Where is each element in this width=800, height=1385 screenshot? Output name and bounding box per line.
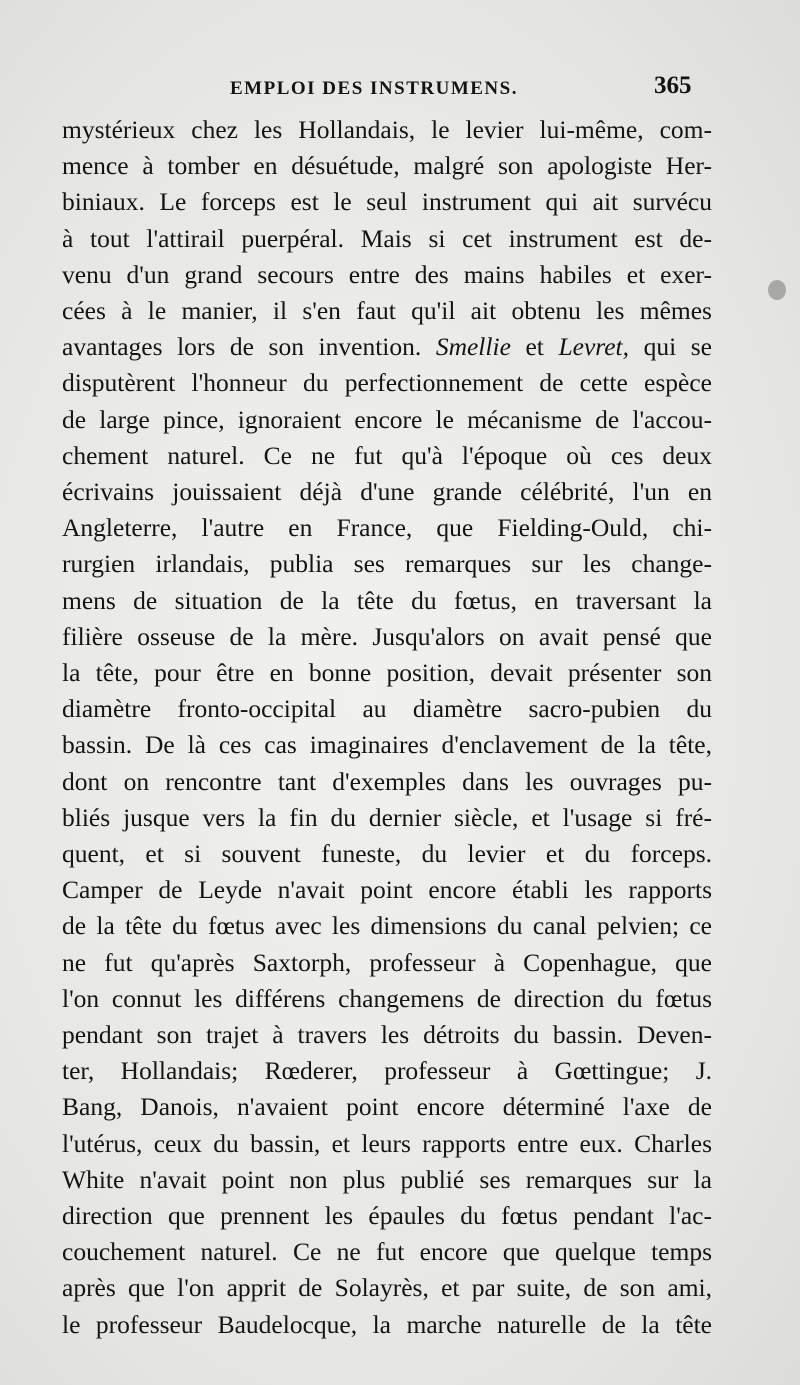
page-number: 365	[654, 72, 692, 99]
text-line: de la tête du fœtus avec les dimensions du canal pelvien; ce	[62, 911, 712, 941]
text-line	[62, 329, 712, 365]
text-run: et	[510, 332, 559, 362]
text-line: le professeur Baudelocque, la marche naturelle de la tête	[62, 1309, 712, 1339]
text-line: pendant son trajet à travers les détroits du bassin. Deven-	[62, 1020, 712, 1049]
text-line: disputèrent l'honneur du perfectionnement de cette espèce	[62, 368, 712, 398]
text-line: mystérieux chez les Hollandais, le levier lui-même, com-	[62, 115, 712, 144]
text-line: filière osseuse de la mère. Jusqu'alors on avait pensé que	[62, 621, 712, 651]
text-line: à tout l'attirail puerpéral. Mais si cet instrument est de-	[62, 223, 712, 253]
text-line: quent, et si souvent funeste, du levier et du forceps.	[62, 839, 712, 868]
text-line: cées à le manier, il s'en faut qu'il ait obtenu les mêmes	[62, 296, 712, 325]
text-line: rurgien irlandais, publia ses remarques sur les change-	[62, 549, 712, 579]
text-line: ne fut qu'après Saxtorph, professeur à Copenhague, que	[62, 947, 712, 977]
text-run: avantages lors de son invention.	[62, 332, 436, 362]
running-title: EMPLOI DES INSTRUMENS.	[230, 78, 518, 99]
text-line: mens de situation de la tête du fœtus, en traversant la	[62, 585, 712, 615]
text-line: bliés jusque vers la fin du dernier siècle, et l'usage si fré-	[62, 802, 712, 832]
ink-spot	[768, 280, 786, 300]
text-line: biniaux. Le forceps est le seul instrument qui ait survécu	[62, 187, 712, 217]
text-line: l'utérus, ceux du bassin, et leurs rapports entre eux. Charles	[62, 1128, 712, 1158]
page-header	[0, 72, 800, 106]
text-line: mence à tomber en désuétude, malgré son apologiste Her-	[62, 151, 712, 181]
text-line: ter, Hollandais; Rœderer, professeur à Gœttingue; J.	[62, 1056, 712, 1086]
text-line: l'on connut les différens changemens de direction du fœtus	[62, 983, 712, 1013]
italic-name: Levret,	[558, 332, 630, 362]
text-line: chement naturel. Ce ne fut qu'à l'époque où ces deux	[62, 440, 712, 470]
text-run: qui se	[629, 332, 712, 362]
text-line: Bang, Danois, n'avaient point encore déterminé l'axe de	[62, 1092, 712, 1122]
text-line: direction que prennent les épaules du fœtus pendant l'ac-	[62, 1201, 712, 1230]
text-line: Camper de Leyde n'avait point encore établi les rapports	[62, 875, 712, 905]
text-line: dont on rencontre tant d'exemples dans les ouvrages pu-	[62, 766, 712, 796]
text-line: White n'avait point non plus publié ses remarques sur la	[62, 1164, 712, 1194]
text-line: écrivains jouissaient déjà d'une grande célébrité, l'un en	[62, 477, 712, 506]
italic-name: Smellie	[435, 332, 511, 362]
text-line: bassin. De là ces cas imaginaires d'enclavement de la tête,	[62, 730, 712, 760]
text-line: la tête, pour être en bonne position, devait présenter son	[62, 658, 712, 687]
text-line: diamètre fronto-occipital au diamètre sacro-pubien du	[62, 694, 712, 724]
text-line: couchement naturel. Ce ne fut encore que quelque temps	[62, 1237, 712, 1267]
text-line: de large pince, ignoraient encore le mécanisme de l'accou-	[62, 404, 712, 434]
text-line: venu d'un grand secours entre des mains habiles et exer-	[62, 259, 712, 289]
text-line: après que l'on apprit de Solayrès, et par suite, de son ami,	[62, 1273, 712, 1303]
text-line: Angleterre, l'autre en France, que Fielding-Ould, chi-	[62, 513, 712, 543]
